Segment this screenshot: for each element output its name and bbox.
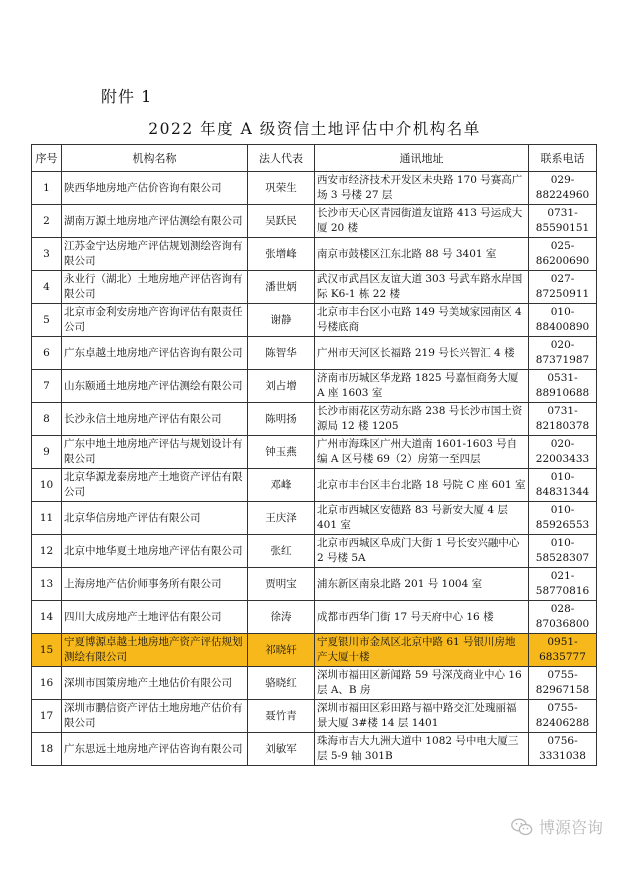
cell-index: 11 — [32, 502, 62, 535]
cell-agency-name: 上海房地产估价师事务所有限公司 — [62, 568, 248, 601]
cell-address: 北京市丰台区丰台北路 18 号院 C 座 601 室 — [315, 469, 529, 502]
table-row — [32, 205, 597, 238]
cell-phone: 010-85926553 — [529, 502, 597, 535]
cell-agency-name: 四川大成房地产土地评估有限公司 — [62, 601, 248, 634]
cell-phone: 0755-82967158 — [529, 667, 597, 700]
cell-legal-rep: 邓峰 — [248, 469, 315, 502]
cell-phone: 0756-3331038 — [529, 733, 597, 766]
cell-address: 西安市经济技术开发区未央路 170 号赛高广场 3 号楼 27 层 — [315, 172, 529, 205]
cell-index: 18 — [32, 733, 62, 766]
cell-legal-rep: 聂竹青 — [248, 700, 315, 733]
cell-legal-rep: 潘世炳 — [248, 271, 315, 304]
cell-index: 14 — [32, 601, 62, 634]
cell-legal-rep: 陈智华 — [248, 337, 315, 370]
cell-address: 成都市西华门街 17 号天府中心 16 楼 — [315, 601, 529, 634]
table-row — [32, 172, 597, 205]
cell-address: 济南市历城区华龙路 1825 号嘉恒商务大厦 A 座 1603 室 — [315, 370, 529, 403]
cell-agency-name: 深圳市国策房地产土地估价有限公司 — [62, 667, 248, 700]
cell-agency-name: 北京市金利安房地产咨询评估有限责任公司 — [62, 304, 248, 337]
cell-address: 浦东新区南泉北路 201 号 1004 室 — [315, 568, 529, 601]
cell-agency-name: 江苏金宁达房地产评估规划测绘咨询有限公司 — [62, 238, 248, 271]
cell-phone: 028-87036800 — [529, 601, 597, 634]
table-row — [32, 238, 597, 271]
table-row — [32, 568, 597, 601]
document-title: 2022 年度 A 级资信土地评估中介机构名单 — [148, 120, 481, 138]
cell-index: 12 — [32, 535, 62, 568]
header-phone: 联系电话 — [529, 145, 597, 172]
watermark — [511, 815, 603, 838]
cell-address: 北京市丰台区小屯路 149 号美域家园南区 4 号楼底商 — [315, 304, 529, 337]
cell-phone: 0731-85590151 — [529, 205, 597, 238]
cell-address: 北京市西城区安德路 83 号新安大厦 4 层 401 室 — [315, 502, 529, 535]
cell-index: 6 — [32, 337, 62, 370]
cell-index: 2 — [32, 205, 62, 238]
header-agency-name: 机构名称 — [62, 145, 248, 172]
cell-legal-rep: 贾明宝 — [248, 568, 315, 601]
cell-agency-name: 长沙永信土地房地产评估有限公司 — [62, 403, 248, 436]
cell-address: 广州市天河区长福路 219 号长兴智汇 4 楼 — [315, 337, 529, 370]
cell-legal-rep: 钟玉燕 — [248, 436, 315, 469]
cell-phone: 025-86200690 — [529, 238, 597, 271]
cell-phone: 020-87371987 — [529, 337, 597, 370]
cell-legal-rep: 祁晓轩 — [248, 634, 315, 667]
cell-legal-rep: 王庆泽 — [248, 502, 315, 535]
cell-address: 北京市西城区阜成门大街 1 号长安兴融中心 2 号楼 5A — [315, 535, 529, 568]
cell-agency-name: 广东卓越土地房地产评估咨询有限公司 — [62, 337, 248, 370]
cell-index: 9 — [32, 436, 62, 469]
table-row — [32, 337, 597, 370]
cell-agency-name: 广东思远土地房地产评估咨询有限公司 — [62, 733, 248, 766]
table-row — [32, 667, 597, 700]
cell-agency-name: 北京华信房地产评估有限公司 — [62, 502, 248, 535]
table-row — [32, 271, 597, 304]
cell-address: 南京市鼓楼区江东北路 88 号 3401 室 — [315, 238, 529, 271]
cell-phone: 021-58770816 — [529, 568, 597, 601]
agency-table — [31, 144, 597, 766]
table-row — [32, 733, 597, 766]
cell-index: 3 — [32, 238, 62, 271]
cell-agency-name: 广东中地土地房地产评估与规划设计有限公司 — [62, 436, 248, 469]
cell-legal-rep: 刘占增 — [248, 370, 315, 403]
table-row — [32, 436, 597, 469]
table-row — [32, 502, 597, 535]
header-legal-rep: 法人代表 — [248, 145, 315, 172]
cell-address: 深圳市福田区新闻路 59 号深茂商业中心 16 层 A、B 房 — [315, 667, 529, 700]
cell-legal-rep: 刘敏军 — [248, 733, 315, 766]
watermark-text: 博源咨询 — [538, 818, 603, 837]
cell-phone: 0755-82406288 — [529, 700, 597, 733]
cell-phone: 027-87250911 — [529, 271, 597, 304]
cell-agency-name: 北京华源龙泰房地产土地资产评估有限公司 — [62, 469, 248, 502]
cell-phone: 010-84831344 — [529, 469, 597, 502]
cell-index: 7 — [32, 370, 62, 403]
header-index: 序号 — [32, 145, 62, 172]
cell-agency-name: 湖南万源土地房地产评估测绘有限公司 — [62, 205, 248, 238]
cell-phone: 029-88224960 — [529, 172, 597, 205]
cell-phone: 0951-6835777 — [529, 634, 597, 667]
table-row — [32, 634, 597, 667]
cell-index: 4 — [32, 271, 62, 304]
table-row — [32, 469, 597, 502]
cell-index: 17 — [32, 700, 62, 733]
cell-index: 13 — [32, 568, 62, 601]
cell-address: 长沙市雨花区劳动东路 238 号长沙市国土资源局 12 楼 1205 — [315, 403, 529, 436]
attachment-label: 附件 1 — [101, 87, 153, 106]
cell-agency-name: 山东颐通土地房地产评估测绘有限公司 — [62, 370, 248, 403]
cell-address: 武汉市武昌区友谊大道 303 号武车路水岸国际 K6-1 栋 22 楼 — [315, 271, 529, 304]
table-row — [32, 700, 597, 733]
cell-legal-rep: 吴跃民 — [248, 205, 315, 238]
cell-phone: 0531-88910688 — [529, 370, 597, 403]
table-row — [32, 304, 597, 337]
table-row — [32, 535, 597, 568]
table-header-row — [32, 145, 597, 172]
cell-legal-rep: 骆晓红 — [248, 667, 315, 700]
cell-agency-name: 北京中地华夏土地房地产评估有限公司 — [62, 535, 248, 568]
cell-agency-name: 永业行（湖北）土地房地产评估咨询有限公司 — [62, 271, 248, 304]
cell-legal-rep: 张增峰 — [248, 238, 315, 271]
cell-index: 16 — [32, 667, 62, 700]
cell-legal-rep: 谢静 — [248, 304, 315, 337]
cell-phone: 010-88400890 — [529, 304, 597, 337]
table-row — [32, 403, 597, 436]
cell-legal-rep: 徐涛 — [248, 601, 315, 634]
cell-legal-rep: 张红 — [248, 535, 315, 568]
cell-address: 长沙市天心区青园街道友谊路 413 号运成大厦 20 楼 — [315, 205, 529, 238]
header-address: 通讯地址 — [315, 145, 529, 172]
cell-address: 广州市海珠区广州大道南 1601-1603 号自编 A 区号楼 69（2）房第一至四层 — [315, 436, 529, 469]
cell-index: 15 — [32, 634, 62, 667]
table-row — [32, 601, 597, 634]
cell-phone: 020-22003433 — [529, 436, 597, 469]
cell-phone: 010-58528307 — [529, 535, 597, 568]
cell-index: 5 — [32, 304, 62, 337]
cell-address: 深圳市福田区彩田路与福中路交汇处瑰丽福景大厦 3#楼 14 层 1401 — [315, 700, 529, 733]
cell-address: 珠海市吉大九洲大道中 1082 号中电大厦三层 5-9 轴 301B — [315, 733, 529, 766]
cell-phone: 0731-82180378 — [529, 403, 597, 436]
table-row — [32, 370, 597, 403]
wechat-icon — [511, 818, 533, 836]
cell-agency-name: 宁夏博源卓越土地房地产资产评估规划测绘有限公司 — [62, 634, 248, 667]
cell-agency-name: 深圳市鹏信资产评估土地房地产估价有限公司 — [62, 700, 248, 733]
cell-legal-rep: 陈明扬 — [248, 403, 315, 436]
cell-index: 1 — [32, 172, 62, 205]
cell-legal-rep: 巩荣生 — [248, 172, 315, 205]
cell-index: 10 — [32, 469, 62, 502]
cell-agency-name: 陕西华地房地产估价咨询有限公司 — [62, 172, 248, 205]
cell-address: 宁夏银川市金凤区北京中路 61 号银川房地产大厦十楼 — [315, 634, 529, 667]
cell-index: 8 — [32, 403, 62, 436]
